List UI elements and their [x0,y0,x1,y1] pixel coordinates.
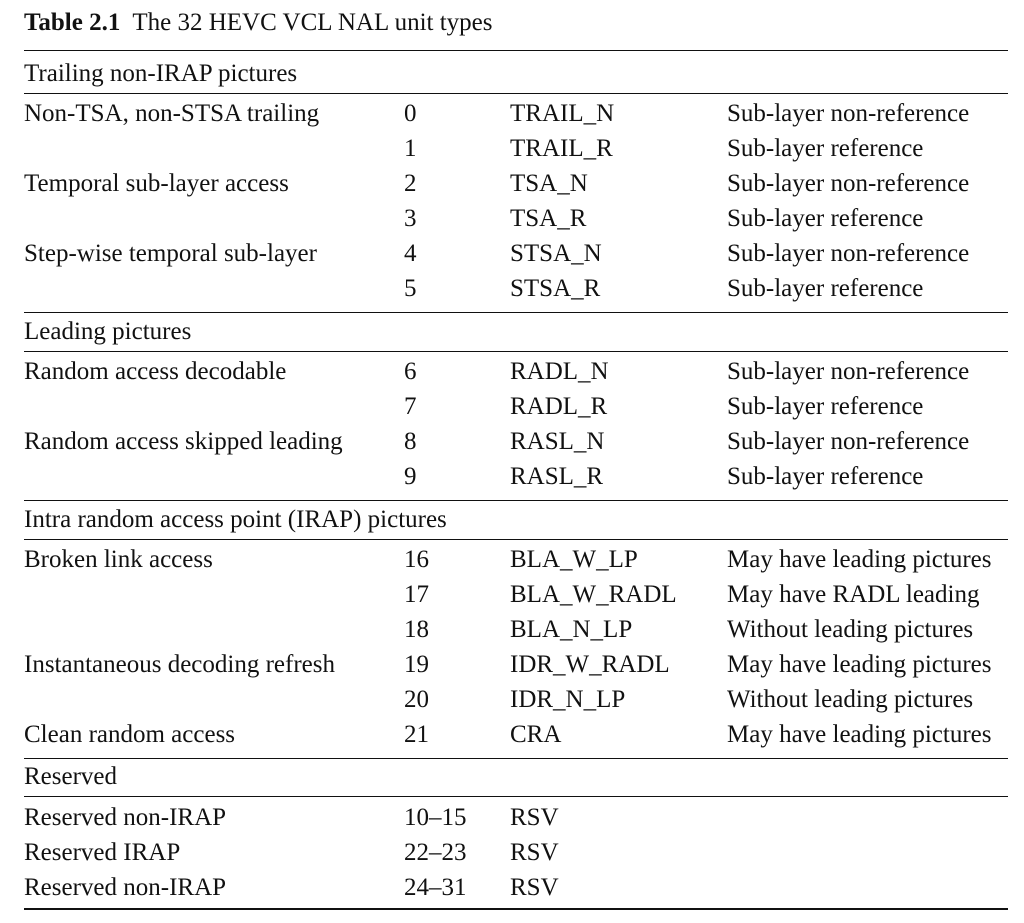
row-nal-type-value: 16 [404,546,429,573]
row-description: Broken link access [24,546,213,573]
row-nal-type-name: TSA_N [510,170,588,197]
row-nal-type-name: RADL_N [510,358,609,385]
row-picture-type: Sub-layer reference [727,205,924,232]
table-row [0,271,1024,306]
row-description: Reserved IRAP [24,839,181,866]
table-row [0,96,1024,131]
row-nal-type-value: 1 [404,135,417,162]
row-picture-type: Sub-layer non-reference [727,428,970,455]
row-description: Reserved non-IRAP [24,874,227,901]
row-picture-type: Sub-layer reference [727,135,924,162]
row-nal-type-value: 21 [404,721,429,748]
table-label: Table 2.1 [24,9,121,36]
row-nal-type-name: BLA_W_RADL [510,581,677,608]
row-picture-type: May have leading pictures [727,546,992,573]
table-row [0,835,1024,870]
table-row [0,800,1024,835]
row-picture-type: Sub-layer non-reference [727,358,970,385]
row-description: Non-TSA, non-STSA trailing [24,100,320,127]
table-caption [24,8,492,38]
row-nal-type-value: 7 [404,393,417,420]
table-row [0,236,1024,271]
table-title: The 32 HEVC VCL NAL unit types [132,9,493,36]
row-nal-type-name: TSA_R [510,205,587,232]
table-row [0,682,1024,717]
section-heading-rule [24,539,1008,540]
row-picture-type: Sub-layer non-reference [727,100,970,127]
row-nal-type-name: RASL_R [510,463,604,490]
row-picture-type: Sub-layer reference [727,275,924,302]
row-description: Instantaneous decoding refresh [24,651,335,678]
section-separator-rule [24,312,1008,313]
row-nal-type-value: 4 [404,240,417,267]
table-row [0,870,1024,905]
row-nal-type-name: STSA_R [510,275,601,302]
section-heading-rule [24,93,1008,94]
row-nal-type-value: 9 [404,463,417,490]
row-nal-type-value: 19 [404,651,429,678]
row-picture-type: Sub-layer non-reference [727,170,970,197]
table-row [0,459,1024,494]
row-nal-type-name: RSV [510,874,559,901]
row-nal-type-value: 18 [404,616,429,643]
row-description: Step-wise temporal sub-layer [24,240,317,267]
row-description: Temporal sub-layer access [24,170,289,197]
row-nal-type-value: 5 [404,275,417,302]
table-row [0,717,1024,752]
row-nal-type-name: RSV [510,804,559,831]
row-picture-type: May have leading pictures [727,651,992,678]
row-nal-type-value: 3 [404,205,417,232]
section-separator-rule [24,500,1008,501]
section-heading-rule [24,351,1008,352]
table-row [0,201,1024,236]
section-heading-rule [24,796,1008,797]
row-nal-type-name: RASL_N [510,428,605,455]
row-nal-type-value: 17 [404,581,429,608]
row-nal-type-value: 22–23 [404,839,467,866]
row-nal-type-value: 6 [404,358,417,385]
row-nal-type-name: IDR_N_LP [510,686,626,713]
row-nal-type-name: TRAIL_R [510,135,613,162]
row-description: Clean random access [24,721,236,748]
row-nal-type-name: RADL_R [510,393,608,420]
table-top-rule [24,50,1008,51]
row-picture-type: May have RADL leading [727,581,980,608]
row-picture-type: Sub-layer reference [727,393,924,420]
row-nal-type-name: BLA_N_LP [510,616,633,643]
table-row [0,131,1024,166]
row-nal-type-name: IDR_W_RADL [510,651,670,678]
row-picture-type: May have leading pictures [727,721,992,748]
row-nal-type-name: TRAIL_N [510,100,615,127]
row-picture-type: Sub-layer non-reference [727,240,970,267]
row-nal-type-name: BLA_W_LP [510,546,638,573]
table-row [0,647,1024,682]
table-row [0,354,1024,389]
section-separator-rule [24,758,1008,759]
row-nal-type-value: 10–15 [404,804,467,831]
section-heading: Trailing non-IRAP pictures [24,60,298,87]
row-description: Random access decodable [24,358,287,385]
section-heading: Reserved [24,763,118,790]
table-row [0,612,1024,647]
row-picture-type: Sub-layer reference [727,463,924,490]
section-heading: Leading pictures [24,318,192,345]
row-nal-type-name: STSA_N [510,240,602,267]
row-picture-type: Without leading pictures [727,686,974,713]
row-description: Random access skipped leading [24,428,343,455]
row-nal-type-value: 0 [404,100,417,127]
row-nal-type-value: 20 [404,686,429,713]
row-nal-type-value: 8 [404,428,417,455]
section-heading: Intra random access point (IRAP) pictures [24,506,447,533]
table-row [0,542,1024,577]
row-description: Reserved non-IRAP [24,804,227,831]
table-row [0,577,1024,612]
row-nal-type-name: CRA [510,721,562,748]
row-nal-type-value: 2 [404,170,417,197]
table-row [0,389,1024,424]
row-nal-type-value: 24–31 [404,874,467,901]
table-row [0,166,1024,201]
table-bottom-rule [24,908,1008,910]
row-picture-type: Without leading pictures [727,616,974,643]
table-row [0,424,1024,459]
row-nal-type-name: RSV [510,839,559,866]
